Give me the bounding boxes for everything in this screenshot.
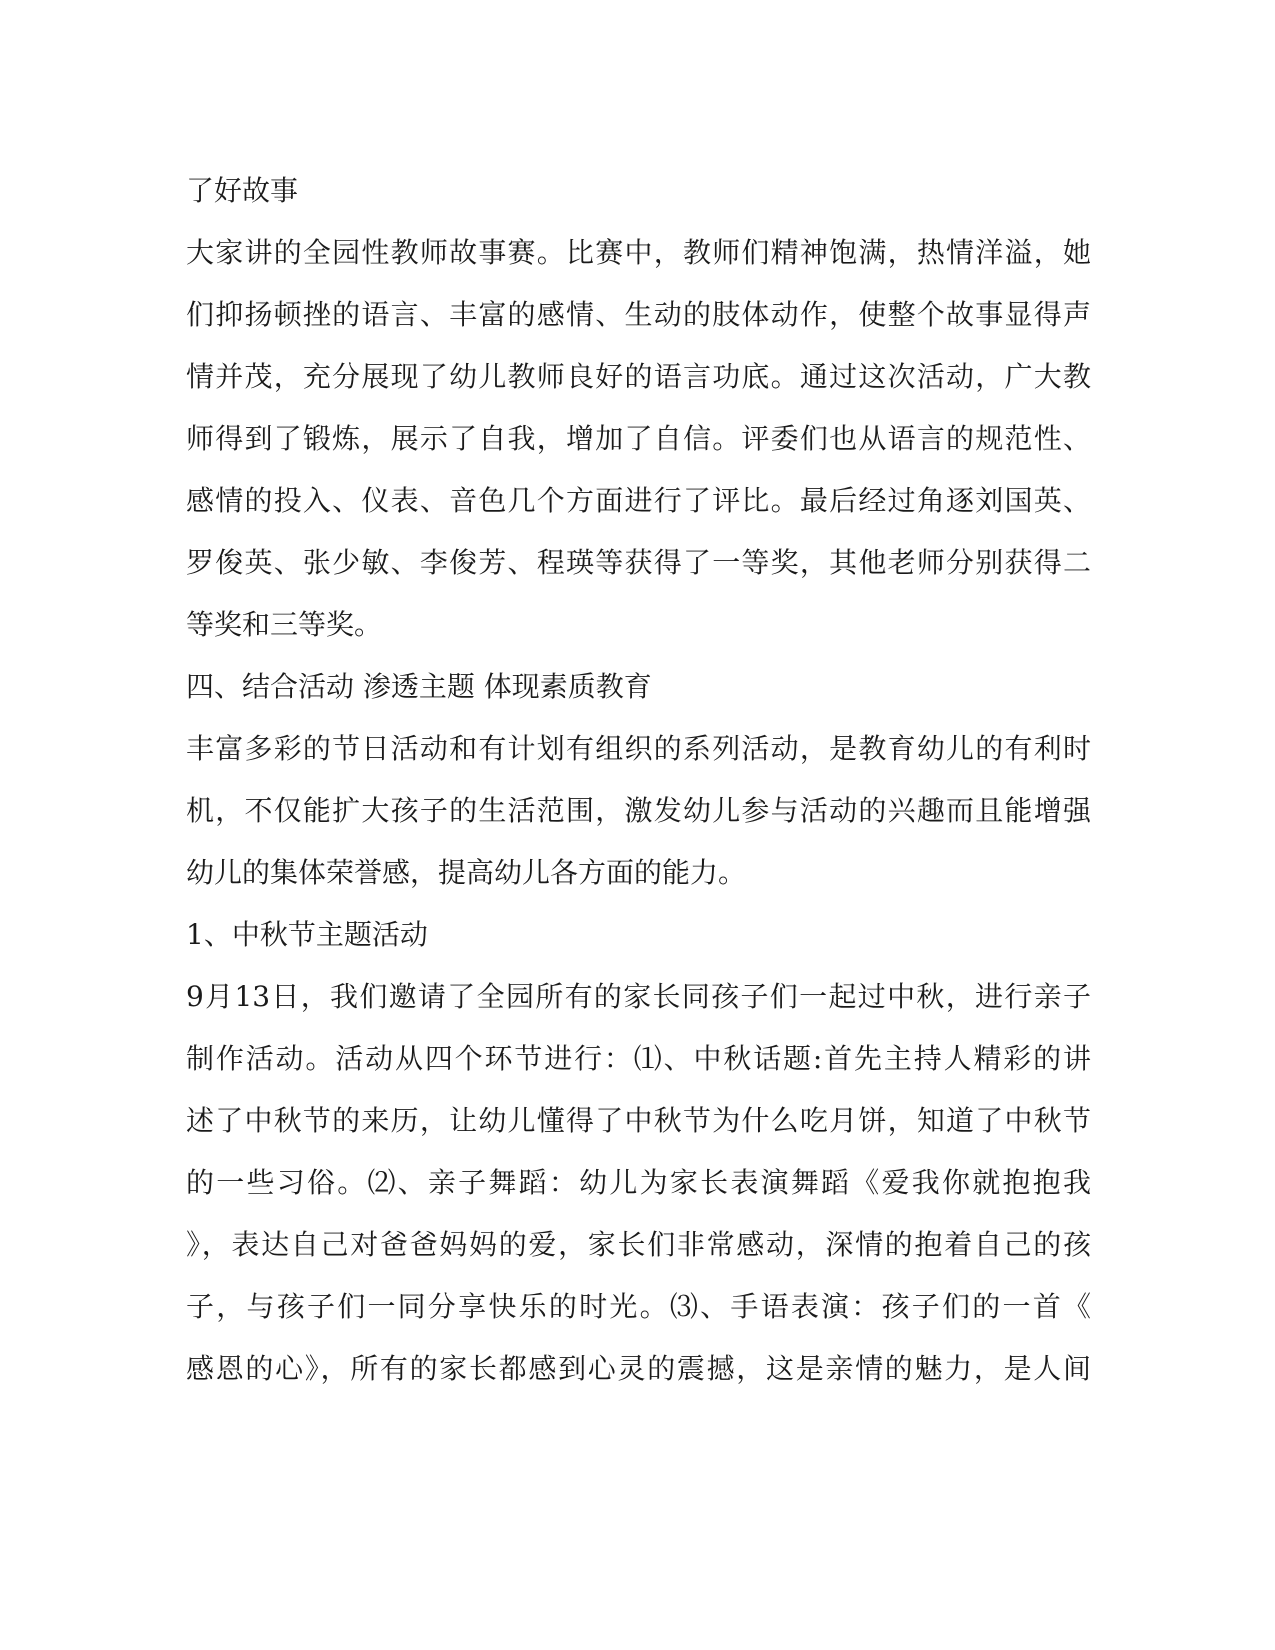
text-line: 四、结合活动 渗透主题 体现素质教育 <box>186 670 652 703</box>
text-line: 机，不仅能扩大孩子的生活范围，激发幼儿参与活动的兴趣而且能增强 <box>186 794 1091 827</box>
text-line: 的一些习俗。⑵、亲子舞蹈：幼儿为家长表演舞蹈《爱我你就抱抱我 <box>186 1166 1091 1199</box>
text-line: 子，与孩子们一同分享快乐的时光。⑶、手语表演：孩子们的一首《 <box>186 1290 1091 1323</box>
text-line: 制作活动。活动从四个环节进行：⑴、中秋话题:首先主持人精彩的讲 <box>186 1042 1091 1075</box>
text-line: 1、中秋节主题活动 <box>186 918 428 951</box>
text-line: 罗俊英、张少敏、李俊芳、程瑛等获得了一等奖，其他老师分别获得二 <box>186 546 1091 579</box>
text-line: 9月13日，我们邀请了全园所有的家长同孩子们一起过中秋，进行亲子 <box>186 980 1091 1013</box>
text-line: 述了中秋节的来历，让幼儿懂得了中秋节为什么吃月饼，知道了中秋节 <box>186 1104 1091 1137</box>
text-line: 大家讲的全园性教师故事赛。比赛中，教师们精神饱满，热情洋溢，她 <box>186 236 1091 269</box>
text-line: 师得到了锻炼，展示了自我，增加了自信。评委们也从语言的规范性、 <box>186 422 1091 455</box>
text-line: 等奖和三等奖。 <box>186 608 383 641</box>
body-text <box>186 160 1091 1400</box>
text-line: 感情的投入、仪表、音色几个方面进行了评比。最后经过角逐刘国英、 <box>186 484 1091 517</box>
text-line: 丰富多彩的节日活动和有计划有组织的系列活动，是教育幼儿的有利时 <box>186 732 1091 765</box>
text-line: 了好故事 <box>186 174 299 207</box>
text-line: 》，表达自己对爸爸妈妈的爱，家长们非常感动，深情的抱着自己的孩 <box>186 1228 1091 1261</box>
text-line: 幼儿的集体荣誉感，提高幼儿各方面的能力。 <box>186 856 747 889</box>
text-line: 感恩的心》，所有的家长都感到心灵的震撼，这是亲情的魅力，是人间 <box>186 1352 1091 1385</box>
text-line: 情并茂，充分展现了幼儿教师良好的语言功底。通过这次活动，广大教 <box>186 360 1091 393</box>
text-line: 们抑扬顿挫的语言、丰富的感情、生动的肢体动作，使整个故事显得声 <box>186 298 1091 331</box>
